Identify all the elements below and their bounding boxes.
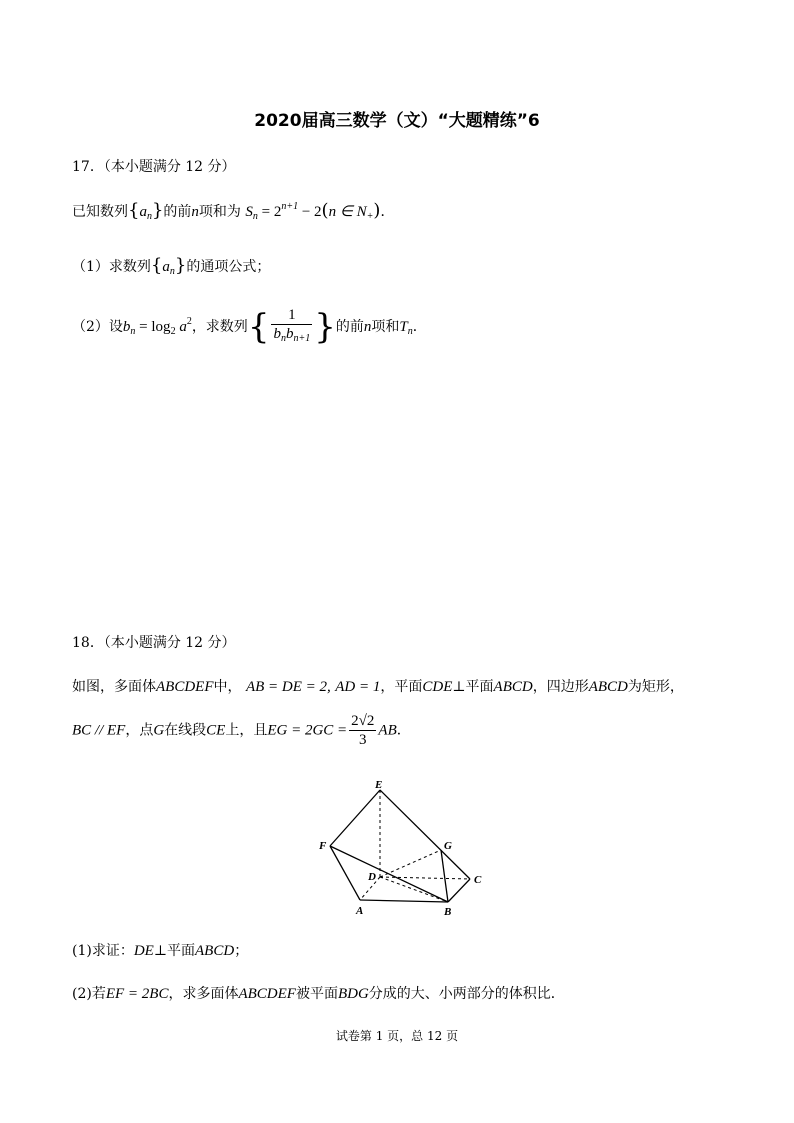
edge-gb [441,850,448,902]
edge-fa [330,846,360,900]
page-footer: 试卷第 1 页，总 12 页 [335,1029,459,1043]
edge-db [380,877,448,902]
label-c: C [474,874,482,886]
label-g: G [444,840,452,852]
q17-fraction: $\frac{1}{b_nb_{n+1}}$ [273,307,311,344]
edge-dc [380,877,470,879]
label-e: E [375,779,383,791]
page-title: 2020届高三数学（文）“大题精练”6 [254,111,540,131]
edge-bc [448,879,470,902]
q18-part1: (1)求证：DE⊥平面ABCD； [72,943,249,959]
polyhedron-figure [310,776,500,918]
q18-line1: 如图，多面体ABCDEF中， AB = DE = 2, AD = 1，平面CDE⊥平面ABCD，四边形ABCD为矩形， [72,679,684,695]
edge-ec [380,790,470,879]
label-f: F [319,840,327,852]
edge-ef [330,790,380,846]
q18-fraction: $\frac{2√2}{3}$ [351,713,375,748]
q17-stem: 已知数列$\{a_n\}$的前n项和为 $S_n = 2^{n+1} - 2(n$ ∈ $N_+$)． [72,200,395,222]
q18-part2: (2)若EF = 2BC，求多面体ABCDEF被平面BDG分成的大、小两部分的体积比． [72,986,565,1002]
label-d: D [368,871,376,883]
q17-part2: （2）设$b_n = \log_2 a^2$，求数列{ $\frac{1}{b_nb_{n+1}}$ }的前n项和$T_n$． [72,307,427,347]
q18-heading: 18．（本小题满分 12 分） [72,635,236,651]
label-a: A [356,905,364,917]
edge-ab [360,900,448,902]
q17-heading: 17．（本小题满分 12 分） [72,159,236,175]
q17-part1: （1）求数列$\{a_n\}$的通项公式； [72,255,271,277]
q18-line2: BC // EF，点G在线段CE上，且EG = 2GC = $\frac{2√2}{3}$ AB． [72,713,411,748]
label-b: B [444,906,452,918]
edge-dg [380,850,441,877]
